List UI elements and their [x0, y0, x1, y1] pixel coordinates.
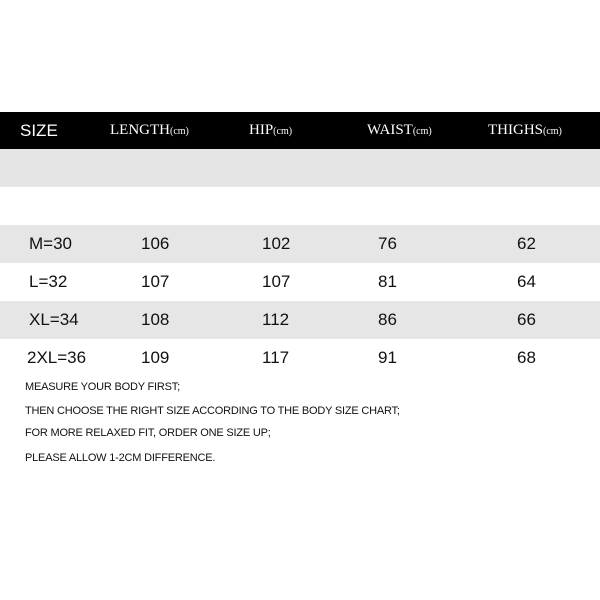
row-waist: 76: [378, 234, 397, 253]
header-length: [110, 112, 189, 149]
row-thighs: 66: [517, 310, 536, 329]
note-line: PLEASE ALLOW 1-2CM DIFFERENCE.: [25, 452, 216, 464]
note-line: THEN CHOOSE THE RIGHT SIZE ACCORDING TO THE BODY SIZE CHART;: [25, 405, 400, 417]
header-hip-label: HIP: [249, 122, 274, 138]
header-length-unit: (cm): [170, 126, 189, 137]
table-row: [0, 339, 600, 377]
row-length: 109: [141, 348, 170, 367]
row-waist: 81: [378, 272, 397, 291]
row-thighs: 62: [517, 234, 536, 253]
row-size: L=32: [29, 272, 68, 291]
row-thighs: 64: [517, 272, 536, 291]
row-size: 2XL=36: [27, 348, 87, 367]
row-hip: 107: [262, 272, 291, 291]
header-length-label: LENGTH: [110, 122, 170, 138]
row-thighs: 68: [517, 348, 536, 367]
header-waist-unit: (cm): [412, 126, 432, 137]
table-row: [0, 225, 600, 263]
header-hip: [249, 112, 292, 149]
header-thighs-label: THIGHS: [488, 122, 543, 138]
note-line: FOR MORE RELAXED FIT, ORDER ONE SIZE UP;: [25, 427, 271, 439]
table-row: [0, 263, 600, 301]
row-hip: 112: [262, 310, 290, 329]
row-length: 108: [141, 310, 170, 329]
header-waist: [367, 112, 432, 149]
row-waist: 91: [378, 348, 397, 367]
row-size: XL=34: [29, 310, 79, 329]
header-hip-unit: (cm): [273, 126, 293, 137]
header-size: SIZE: [20, 121, 58, 140]
row-hip: 117: [262, 348, 290, 367]
row-waist: 86: [378, 310, 397, 329]
table-row: [0, 301, 600, 339]
header-spacer-band: [0, 149, 600, 187]
note-line: MEASURE YOUR BODY FIRST;: [25, 381, 180, 393]
header-thighs-unit: (cm): [543, 126, 562, 137]
row-hip: 102: [262, 234, 291, 253]
row-size: M=30: [29, 234, 72, 253]
row-length: 106: [141, 234, 170, 253]
size-chart-header: [0, 112, 600, 149]
header-waist-label: WAIST: [367, 122, 413, 138]
row-length: 107: [141, 272, 170, 291]
header-thighs: [488, 112, 562, 149]
